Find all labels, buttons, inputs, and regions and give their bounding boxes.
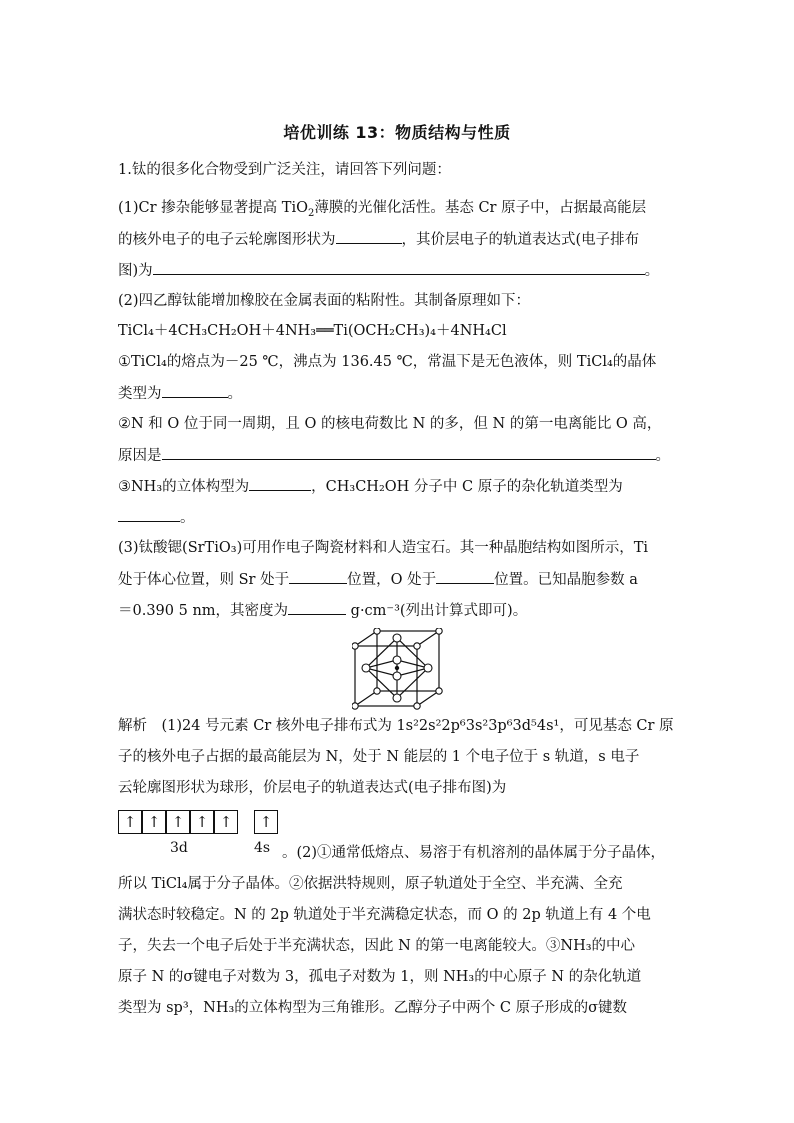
answer-blank[interactable] (153, 260, 645, 275)
orbital-box-3d: ↑ (166, 810, 190, 834)
o-atom (393, 672, 401, 680)
answer-blank[interactable] (336, 229, 402, 244)
part3-line1: (3)钛酸锶(SrTiO₃)可用作电子陶瓷材料和人造宝石。其一种晶胞结构如图所示，Ti (118, 540, 649, 556)
o-atom (424, 664, 432, 672)
analysis-line2: 子的核外电子占据的最高能层为 N，处于 N 能层的 1 个电子位于 s 轨道，s 电子 (118, 749, 640, 765)
o-atom (362, 664, 370, 672)
sub1-line1: ①TiCl₄的熔点为－25 ℃，沸点为 136.45 ℃，常温下是无色液体，则 TiCl₄的晶体 (118, 354, 657, 370)
sr-atom (374, 628, 380, 634)
orbital-box-3d: ↑ (118, 810, 142, 834)
answer-blank[interactable] (249, 476, 311, 491)
o-atom (393, 656, 401, 664)
question-intro: 1.钛的很多化合物受到广泛关注，请回答下列问题： (118, 162, 451, 178)
analysis-line4: 。(2)①通常低熔点、易溶于有机溶剂的晶体属于分子晶体， (282, 845, 666, 861)
answer-blank[interactable] (162, 383, 228, 398)
answer-blank[interactable] (118, 507, 180, 522)
orbital-box-3d: ↑ (190, 810, 214, 834)
sub3-line1: ③NH₃的立体构型为 ，CH₃CH₂OH 分子中 C 原子的杂化轨道类型为 (118, 476, 684, 497)
sr-atom (414, 703, 420, 709)
sr-atom (436, 628, 442, 634)
part1-line2: 的核外电子的电子云轮廓图形状为 ，其价层电子的轨道表达式(电子排布 (118, 229, 684, 250)
analysis-line9: 类型为 sp³，NH₃的立体构型为三角锥形。乙醇分子中两个 C 原子形成的σ键数 (118, 1000, 627, 1016)
analysis-line3: 云轮廓图形状为球形，价层电子的轨道表达式(电子排布图)为 (118, 780, 507, 796)
part2-line1: (2)四乙醇钛能增加橡胶在金属表面的粘附性。其制备原理如下： (118, 293, 531, 309)
sr-atom (374, 688, 380, 694)
analysis-line7: 子，失去一个电子后处于半充满状态，因此 N 的第一电离能较大。③NH₃的中心 (118, 938, 636, 954)
part3-line3: ＝0.390 5 nm，其密度为 g·cm⁻³(列出计算式即可)。 (118, 600, 684, 621)
cube-edge (355, 631, 377, 646)
page-title: 培优训练 13：物质结构与性质 (283, 123, 511, 142)
o-atom (393, 634, 401, 642)
sr-atom (352, 703, 358, 709)
o-atom (393, 694, 401, 702)
cube-edge (355, 691, 377, 706)
sub2-line2: 原因是 。 (118, 445, 684, 466)
analysis-line8: 原子 N 的σ键电子对数为 3，孤电子对数为 1，则 NH₃的中心原子 N 的杂化轨道 (118, 969, 642, 985)
part1-line3: 图)为 。 (118, 260, 684, 281)
analysis-line6: 满状态时较稳定。N 的 2p 轨道处于半充满稳定状态，而 O 的 2p 轨道上有 4 个电 (118, 907, 651, 923)
cube-edge (417, 691, 439, 706)
sr-atom (352, 643, 358, 649)
sub2-line1: ②N 和 O 位于同一周期，且 O 的核电荷数比 N 的多，但 N 的第一电离能比 O 高， (118, 416, 662, 432)
sub3-line2: 。 (118, 507, 684, 528)
orbital-label-3d: 3d (170, 840, 188, 856)
analysis-line5: 所以 TiCl₄属于分子晶体。②依据洪特规则，原子轨道处于全空、半充满、全充 (118, 876, 623, 892)
cube-edge (417, 631, 439, 646)
answer-blank[interactable] (289, 569, 347, 584)
chemical-equation: TiCl₄＋4CH₃CH₂OH＋4NH₃══Ti(OCH₂CH₃)₄＋4NH₄Cl (118, 323, 507, 339)
answer-blank[interactable] (436, 569, 494, 584)
part1-line1: (1)Cr 掺杂能够显著提高 TiO$_2$薄膜的光催化活性。基态 Cr 原子中，占据最高能层 (118, 200, 647, 219)
sr-atom (436, 688, 442, 694)
crystal-cell-figure (352, 628, 444, 710)
answer-blank[interactable] (162, 445, 656, 460)
analysis-line1: 解析 (1)24 号元素 Cr 核外电子排布式为 1s²2s²2p⁶3s²3p⁶3d⁵4s¹，可见基态 Cr 原 (118, 718, 674, 734)
orbital-box-3d: ↑ (214, 810, 238, 834)
sub1-line2: 类型为 。 (118, 383, 684, 404)
part3-line2: 处于体心位置，则 Sr 处于 位置，O 处于 位置。已知晶胞参数 a (118, 569, 684, 590)
orbital-box-4s: ↑ (254, 810, 278, 834)
cube-back-face (377, 631, 439, 691)
cube-front-face (355, 646, 417, 706)
sr-atom (414, 643, 420, 649)
answer-blank[interactable] (288, 600, 346, 615)
orbital-box-3d: ↑ (142, 810, 166, 834)
ti-atom (395, 666, 399, 670)
orbital-label-4s: 4s (254, 840, 271, 856)
